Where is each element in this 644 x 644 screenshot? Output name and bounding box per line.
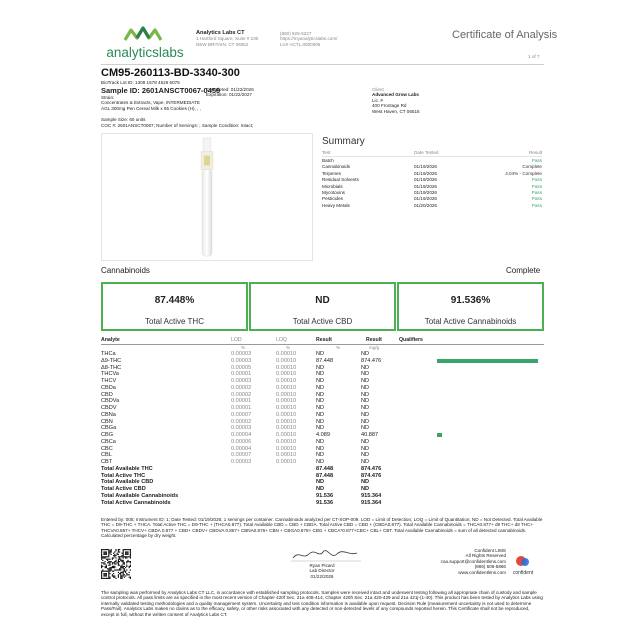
analyte-name: CBNa [101, 411, 116, 418]
analyte-result-mg: 874.476 [361, 465, 382, 472]
col-result-pct: Result [316, 337, 332, 343]
analyte-result-pct: 87.448 [316, 357, 334, 364]
analyte-row [101, 446, 544, 453]
analyte-name: Δ8-THC [101, 364, 122, 371]
analyte-lod: 0.00006 [231, 438, 252, 445]
unit-lod: % [241, 345, 246, 350]
summary-test: Mycotoxins [322, 190, 345, 195]
unit-result-mg: mg/g [369, 345, 380, 350]
matrix: Concentrates & Extracts, Vape, INTERMEDIATE [101, 100, 200, 106]
analyte-result-pct: ND [316, 398, 325, 405]
summary-result: Pass [531, 196, 542, 202]
document-title: Certificate of Analysis [452, 29, 558, 41]
summary-test: Pesticides [322, 196, 343, 202]
analyte-name: CBT [101, 459, 113, 465]
summary-date: 01/19/2026 [414, 177, 437, 183]
summary-date: 01/19/2026 [414, 164, 437, 170]
analyte-lod: 0.00002 [231, 391, 252, 398]
analyte-result-mg: ND [361, 486, 370, 492]
analyte-loq: 0.00010 [276, 364, 297, 371]
analyte-result-mg: 915.364 [361, 499, 382, 506]
summary-date: 01/20/2026 [414, 202, 437, 208]
analyte-loq: 0.00010 [276, 445, 297, 452]
analyte-loq: 0.00010 [276, 438, 297, 445]
analyte-result-pct: 87.448 [316, 472, 334, 479]
analyte-result-mg: ND [361, 351, 370, 357]
analyte-row [101, 358, 544, 365]
analyte-lod: 0.00002 [231, 384, 252, 391]
analyte-result-pct: 91.536 [316, 492, 334, 499]
total-active-cbd-value: ND [315, 295, 330, 306]
analyte-row [101, 473, 544, 480]
analyte-loq: 0.00010 [276, 432, 297, 438]
cannabinoids-title: Cannabinoids [101, 266, 150, 275]
analyte-result-pct: 4.089 [316, 432, 330, 438]
client-name: Advanced Grow Labs [372, 92, 419, 98]
col-analyte: Analyte [101, 337, 120, 343]
summary-test: Residual Solvents [322, 177, 359, 183]
analyte-result-mg: 915.364 [361, 492, 382, 499]
analyte-name: Δ9-THC [101, 357, 122, 364]
analyte-loq: 0.00010 [276, 391, 297, 398]
confident-rights: All Rights Reserved [465, 553, 506, 559]
client-info [372, 87, 492, 114]
analyte-row [101, 351, 544, 358]
signer-name: Ryan Picard [309, 563, 335, 568]
summary-result: Pass [531, 202, 542, 208]
analyte-lod: 0.00007 [231, 411, 252, 418]
analyte-result-mg: ND [361, 378, 370, 384]
analyte-loq: 0.00010 [276, 384, 297, 391]
analyte-result-pct: ND [316, 378, 325, 384]
analyte-lod: 0.00003 [231, 357, 252, 364]
analyte-result-pct: ND [316, 364, 325, 371]
analyte-result-pct: ND [316, 486, 325, 492]
lab-website[interactable]: https://myanalyticslabs.com/ [280, 36, 338, 42]
analyte-row [101, 371, 544, 378]
analyte-result-mg: ND [361, 391, 370, 398]
analyte-lod: 0.00003 [231, 351, 252, 357]
sample-size: Sample Size: 60 units [101, 117, 146, 122]
analyte-loq: 0.00010 [276, 418, 297, 425]
total-active-thc-value: 87.448% [154, 295, 195, 306]
analyte-row [101, 439, 544, 446]
analyte-result-mg: 40.887 [361, 432, 379, 438]
analyte-name: Total Available CBD [101, 479, 154, 486]
analyte-lod: 0.00003 [231, 378, 252, 384]
product-photo [101, 133, 313, 261]
disclaimer: The sampling was performed by Analytics Labs CT LLC, in accordance with established sampling protocols. Samples were received intact and underwent testing following all appropriate chain of custody and sample control protocols. All pass limits are as specified in the most recent version of Chapter 420f Sec. 21a 408-414, Chapter 420h Sec. 21a 420-429 and 21a 421j-(1-40). This product has been tested by Analytics Labs using internally validated testing methodologies and a quality management system. Uncertainty and test condition information is available upon request. Decision Rule (measurement uncertainty is not used to determine Pass/Fail). Analytics Labs makes no claims as to the efficacy, safety, or other risks associated with any detected or non-detected levels of any compounds reported herein. This Certificate shall not be reproduced, except in full, without the written consent of Analytics Labs CT. [101, 590, 543, 617]
analyte-row [101, 405, 544, 412]
analyte-name: CBN [101, 418, 113, 425]
analyte-result-pct: ND [316, 411, 325, 418]
total-active-thc-label: Total Active THC [145, 317, 204, 326]
summary-result: Pass [531, 177, 542, 183]
summary-header [322, 150, 542, 157]
analyte-bar [437, 359, 538, 363]
analyte-row [101, 419, 544, 426]
analyte-result-pct: ND [316, 479, 325, 486]
analyte-name: Total Available THC [101, 465, 153, 472]
signature-image [291, 548, 361, 562]
summary-title: Summary [322, 136, 365, 147]
analyte-name: Total Available Cannabinoids [101, 492, 179, 499]
analyte-result-mg: ND [361, 398, 370, 405]
analyte-loq: 0.00010 [276, 425, 297, 432]
analyte-loq: 0.00010 [276, 398, 297, 405]
sample-id: Sample ID: 2601ANSCT0067-0459 [101, 86, 221, 95]
total-active-cannabinoids-box [397, 282, 544, 331]
footnote: Entered by: 005; Instrument ID: 1; Date Tested: 01/19/2026; 1 servings per container. Cannabinoids analyzed per CT-SOP-009. LOD = Limit of Detection; LOQ = Limit of Quantitation; ND = Not Detected. Total Available THC = D9-THC + THCA. Total Active THC = D9-THC + (THCA0.877). Total Available CBD = CBD + CBDA. Total Active CBD = CBD + (CBDA0.877). Total Available Cannabinoids = THCA0.877+ d9 THC+ d8 THC+ THCVA0.867+ THCV+ CBDA 0.877 + CBD+ CBDV+ CBDVA 0.867+ CBNA0.876+ CBN + CBGA0.878+ CBG + CBCA*0.877+CBC+ CBL+ CBT. Total Available Cannabinoids = sum of all detected cannabinoids. Calculated percentage by dry weight. [101, 517, 543, 539]
analyte-name: CBDa [101, 384, 116, 391]
analyte-row [101, 452, 544, 459]
client-label: Client [372, 87, 384, 92]
summary-date: 01/19/2026 [414, 183, 437, 189]
analyte-row [101, 365, 544, 372]
analyte-row [101, 432, 544, 439]
analyte-lod: 0.00001 [231, 405, 252, 411]
analyte-result-pct: ND [316, 351, 325, 357]
analyte-name: CBC [101, 445, 113, 452]
confident-info [436, 548, 506, 575]
signature-date: 01/22/2026 [310, 573, 334, 579]
analyte-row [101, 500, 544, 507]
summary-row [322, 203, 542, 209]
summary-result: Pass [531, 190, 542, 195]
analyte-result-mg: ND [361, 411, 370, 418]
analyte-result-pct: ND [316, 418, 325, 425]
analyte-row [101, 486, 544, 493]
summary-test: Terpenes [322, 170, 341, 176]
completed-date: Completed: 01/22/2026 [206, 87, 254, 92]
analyte-result-pct: ND [316, 459, 325, 465]
unit-loq: % [286, 345, 291, 350]
analyte-name: CBGa [101, 425, 117, 432]
analyte-name: CBD [101, 391, 113, 398]
logo-text: analyticslabs [106, 45, 184, 60]
expiration-date: Expiration: 01/22/2027 [206, 92, 252, 98]
analyte-result-pct: 87.448 [316, 465, 334, 472]
analyte-name: THCa [101, 351, 116, 357]
col-lod: LOD [231, 337, 242, 343]
analyte-result-pct: ND [316, 452, 325, 459]
confident-website[interactable]: www.confidentlims.com [458, 569, 506, 575]
lab-info [196, 31, 286, 47]
analyte-lod: 0.00002 [231, 418, 252, 425]
analyte-lod: 0.00001 [231, 371, 252, 378]
qr-code[interactable] [101, 549, 131, 579]
analyte-loq: 0.00010 [276, 452, 297, 459]
analyte-result-mg: ND [361, 371, 370, 378]
summary-result: 4.04% - Complete [505, 170, 542, 176]
total-active-cannabinoids-value: 91.536% [450, 295, 491, 306]
product-name: AGL 300mg Pen Cereal Milk x 95 Cookies (H), , , [101, 105, 201, 111]
analyte-row [101, 398, 544, 405]
analyte-result-pct: ND [316, 391, 325, 398]
summary-test: Microbials [322, 183, 343, 189]
total-active-cbd-box [249, 282, 396, 331]
header-divider [101, 64, 544, 65]
analyte-result-pct: ND [316, 371, 325, 378]
summary-col-date: Date Tested [414, 150, 439, 155]
client-address-1: 400 Frontage Rd [372, 103, 407, 109]
col-loq: LOQ [276, 337, 287, 343]
client-license: Lic. # [372, 97, 383, 103]
total-active-thc-box [101, 282, 248, 331]
analyte-lod: 0.00005 [231, 364, 252, 371]
lab-contact [280, 31, 380, 47]
analyte-row [101, 392, 544, 399]
summary-result: Pass [531, 158, 542, 163]
analyte-result-mg: ND [361, 479, 370, 486]
analyte-row [101, 385, 544, 392]
analyte-result-mg: ND [361, 418, 370, 425]
analyte-result-mg: 874.476 [361, 472, 382, 479]
lab-address-2: NEW BRITAIN, CT 06052 [196, 41, 249, 47]
lab-address-1: 1 Hartford Square, Suite # 230 [196, 36, 259, 42]
summary-date: 01/19/2026 [414, 190, 437, 195]
analyte-name: Total Active CBD [101, 486, 146, 492]
confident-logo-text: confident [512, 570, 534, 576]
summary-result: Pass [531, 183, 542, 189]
summary-col-result: Result [528, 150, 542, 155]
analyte-loq: 0.00010 [276, 351, 297, 357]
analyte-name: Total Active THC [101, 472, 146, 479]
lab-phone: (860) 925-5227 [280, 31, 312, 36]
analyte-row [101, 466, 544, 473]
cannabinoid-table-header [101, 337, 544, 345]
analyte-result-mg: ND [361, 438, 370, 445]
analyte-name: THCVa [101, 371, 119, 378]
analyte-row [101, 425, 544, 432]
analyte-result-pct: 91.536 [316, 499, 334, 506]
total-active-cbd-label: Total Active CBD [292, 317, 353, 326]
unit-result-pct: % [336, 345, 341, 350]
confident-phone: (866) 506-5866 [474, 564, 506, 570]
summary-date: 01/19/2026 [414, 196, 437, 202]
lab-name: Analytics Labs CT [196, 30, 245, 36]
analyte-row [101, 493, 544, 500]
confident-email[interactable]: coa.support@confidentlims.com [440, 558, 506, 564]
analyte-lod: 0.00003 [231, 459, 252, 465]
coc-line: COC #: 2601ANSCT0067; Number of Servings: ; Sample Condition: Intact; [101, 123, 254, 128]
analyte-row [101, 378, 544, 385]
analyte-result-mg: ND [361, 452, 370, 459]
signer-role: Lab Director [309, 568, 335, 574]
lab-license: Lic# ACTL.0000005 [280, 41, 321, 47]
analyte-name: CBDVa [101, 398, 120, 405]
analyte-result-pct: ND [316, 445, 325, 452]
analyte-name: CBCa [101, 438, 116, 445]
analyte-result-mg: ND [361, 445, 370, 452]
analyte-result-mg: 874.476 [361, 357, 382, 364]
analyte-lod: 0.00004 [231, 445, 252, 452]
analyte-result-mg: ND [361, 459, 370, 465]
analyte-loq: 0.00010 [276, 357, 297, 364]
analyte-name: CBG [101, 432, 114, 438]
analyte-loq: 0.00010 [276, 378, 297, 384]
signer-block [292, 563, 352, 579]
summary-test: Cannabinoids [322, 164, 351, 170]
total-active-cannabinoids-label: Total Active Cannabinoids [424, 317, 517, 326]
client-address-2: West Haven, CT 06516 [372, 108, 420, 114]
analyte-name: THCV [101, 378, 117, 384]
analyte-lod: 0.00004 [231, 432, 252, 438]
summary-test: Heavy Metals [322, 202, 350, 208]
confident-logo [510, 554, 536, 576]
strain-label: Strain: [101, 95, 115, 100]
analyte-result-mg: ND [361, 425, 370, 432]
analyte-lod: 0.00001 [231, 398, 252, 405]
analyte-result-pct: ND [316, 405, 325, 411]
analyte-result-pct: ND [316, 438, 325, 445]
analyte-name: CBDV [101, 405, 117, 411]
col-result-mg: Result [366, 337, 382, 343]
analyte-loq: 0.00010 [276, 405, 297, 411]
analyte-name: CBL [101, 452, 112, 459]
summary-result: Complete [522, 164, 542, 170]
analyte-loq: 0.00010 [276, 371, 297, 378]
col-qualifiers: Qualifiers [399, 337, 423, 343]
analyte-loq: 0.00010 [276, 459, 297, 465]
analyticslabs-logo [101, 24, 189, 64]
analyte-row [101, 459, 544, 466]
analyte-result-pct: ND [316, 384, 325, 391]
sample-title: CM95-260113-BD-3340-300 [101, 67, 240, 79]
cannabinoids-status: Complete [506, 266, 541, 275]
analyte-lod: 0.00003 [231, 425, 252, 432]
summary-date: 01/19/2026 [414, 170, 437, 176]
analyte-lod: 0.00007 [231, 452, 252, 459]
analyte-result-mg: ND [361, 405, 370, 411]
analyte-loq: 0.00010 [276, 411, 297, 418]
analyte-bar [437, 433, 442, 437]
analyte-row [101, 412, 544, 419]
strain-info [101, 95, 291, 111]
analyte-result-pct: ND [316, 425, 325, 432]
biotrack-lot: BioTrack Lot ID: 1308 1578 4526 6075 [101, 80, 180, 85]
analyte-result-mg: ND [361, 364, 370, 371]
confident-name: Confident LIMS [474, 548, 506, 553]
analyte-name: Total Active Cannabinoids [101, 499, 171, 506]
summary-test: Batch [322, 158, 334, 163]
summary-col-test: Test [322, 150, 331, 155]
analyte-row [101, 479, 544, 486]
analyte-result-mg: ND [361, 384, 370, 391]
page-number: 1 of 7 [528, 54, 540, 59]
